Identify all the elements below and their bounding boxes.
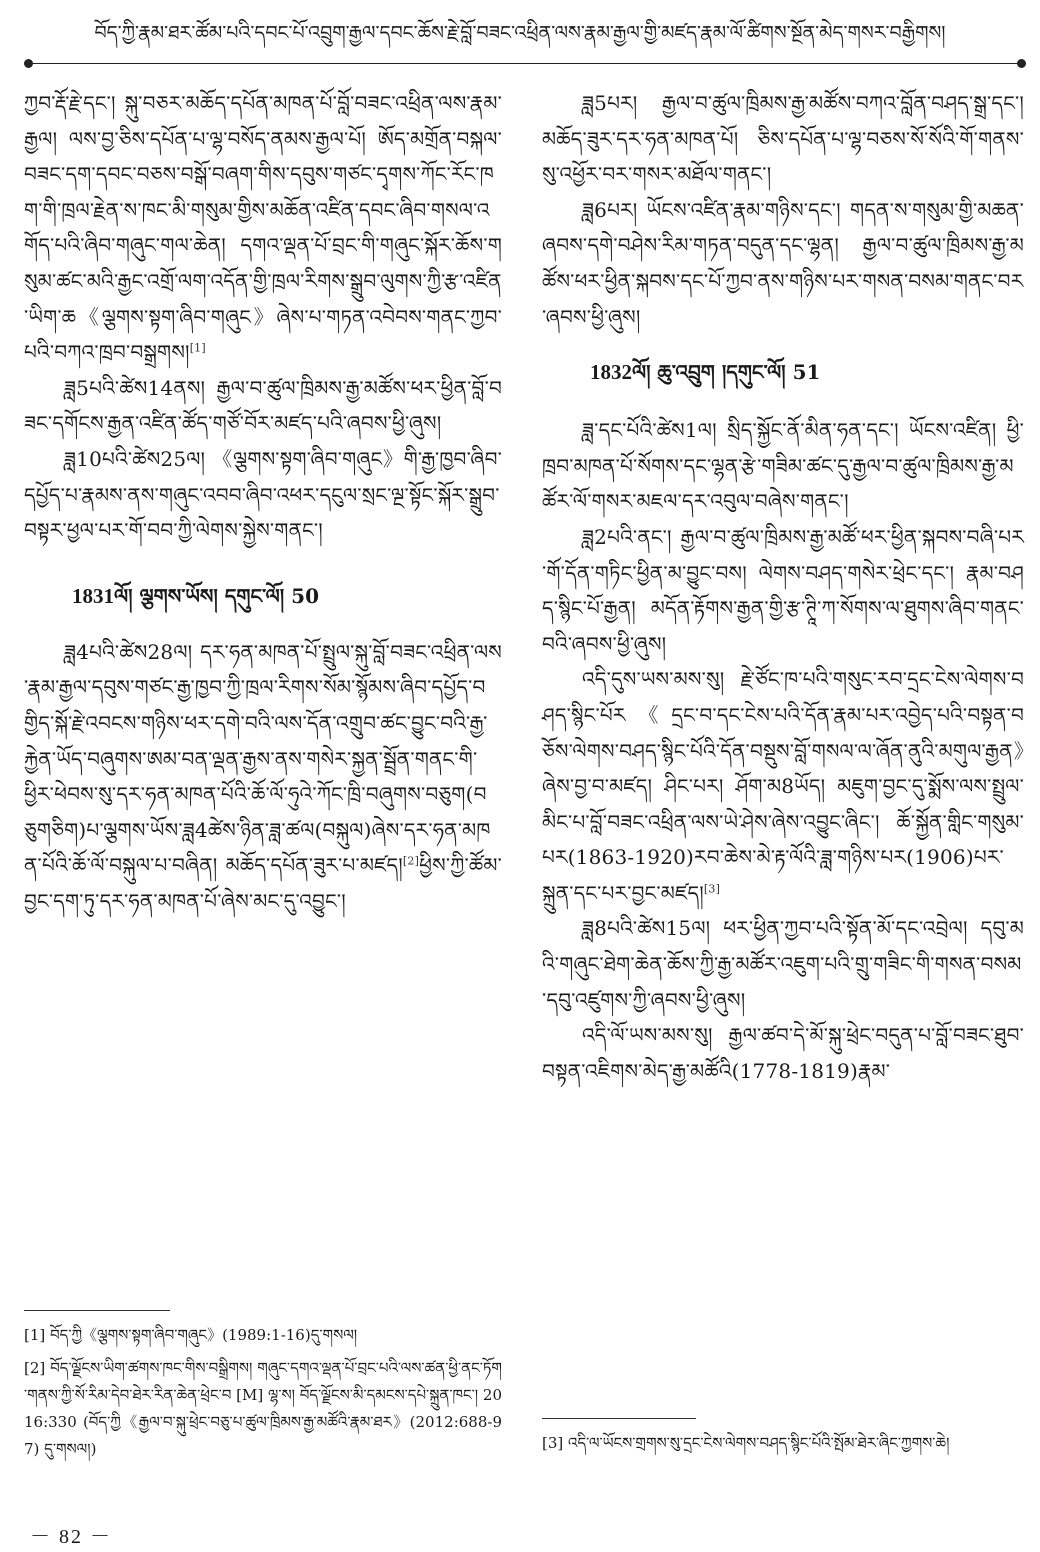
right-paragraph-5 [542, 662, 1024, 911]
footnote-3: [3] འདི་ལ་ཡོངས་གྲགས་སུ་དྲང་ངེས་ལེགས་བཤད་སྙིང་པོའི་སྤོམ་ཐེར་ཞིང་ཀྱགས་ཆེ། [542, 1434, 950, 1452]
year-heading-1832 [590, 357, 1024, 387]
footnote-ref-2[interactable]: [2] [402, 854, 420, 868]
left-paragraph-4-text: ཟླ4པའི་ཚེས28ལ། དར་ཧན་མཁན་པོ་སྤྲུལ་སྐུ་བློ་བཟང་འཕྲིན་ལས་རྣམ་རྒྱལ་དབུས་གཙང་རྒྱ་ཁྱབ་ཀྱི་ཁྲལ་རིགས་སོམ་སྙོམས་ཞིབ་དཔྱོད་བགྱིད་སྐོ་རྗེ་འབངས་གཉིས་ཕར་དགེ་བའི་ལས་དོན་འགྲུབ་ཚང་བྱུང་བའི་རྒྱ་རྐྱེན་ཡོད་བཞུགས་ཨམ་བན་ལྡན་རྒྱས་ནས་གསེར་སྐྱན་སྦྲོན་གནང་གི་ཕྱིར་ཕེབས་སུ་དར་ཧན་མཁན་པོའི་ཆོ་ལོ་ཧུའེ་ཀོང་ཁྲི་བཞུགས་བཅུག(བཅུགཅིག)པ་ལྕགས་ཡོས་ཟླ4ཚེས་ཉིན་ཟླ་ཚལ(བསྐུལ)ཞེས་དར་ཧན་མཁན་པོའི་ཆོ་ལོ་བསྐུལ་པ་བཞིན། མཆོད་དཔོན་ཟུར་པ་མཛད། [24, 639, 502, 878]
left-paragraph-1 [24, 86, 502, 371]
right-column [542, 86, 1024, 1089]
rule-dot-right [1017, 59, 1026, 68]
right-paragraph-7: འདི་ལོ་ཡས་མས་སུ། རྒྱལ་ཚབ་དེ་མོ་སྐུ་ཕྲེང་བདུན་པ་བློ་བཟང་ཐུབ་བསྟན་འཇིགས་མེད་རྒྱ་མཚོའི(1778-1819)རྣམ་ [542, 1023, 1024, 1083]
running-header: བོད་ཀྱི་རྣམ་ཐར་ཚོམ་པའི་དབང་པོ་འབྲུག་རྒྱལ་དབང་ཆོས་རྗེ་བློ་བཟང་འཕྲིན་ལས་རྣམ་རྒྱལ་གྱི་མཛད་རྣམ་ལོ་ཚིགས་སྔོན་མེད་གསར་བརྒྱིགས། [94, 22, 946, 44]
page-number: － 82 － [30, 1526, 112, 1548]
footnote-1: [1] བོད་ཀྱི《ལྕགས་སྟག་ཞིབ་གཞུང》(1989:1-16)དུ་གསལ། [24, 1326, 358, 1344]
heading-year: 1831 [72, 583, 114, 608]
year-heading-1831 [72, 581, 502, 611]
heading-text: ལོ། ཆུ་འབྲུག །དགུང་ལོ། 51 [632, 360, 821, 385]
left-paragraph-2: ཟླ5པའི་ཚེས14ནས། རྒྱལ་བ་ཚུལ་ཁྲིམས་རྒྱ་མཚོས་ཕར་ཕྱིན་བློ་བཟང་དགོངས་རྒྱན་འཛིན་ཚོད་གཙོ་བོར་མཛད་པའི་ཞབས་ཕྱི་ཞུས། [24, 375, 502, 436]
right-paragraph-1: ཟླ5པར། རྒྱལ་བ་ཚུལ་ཁྲིམས་རྒྱ་མཚོས་བཀའ་བློན་བཤད་སྒྲ་དང་། མཆོད་ཟུར་དར་ཧན་མཁན་པོ། ཅིས་དཔོན་པ་ལྷ་བཅས་སོ་སོའི་གོ་གནས་སུ་འཕྱོར་བར་གསར་མཐོལ་གནང་། [542, 91, 1024, 187]
footnote-ref-3[interactable]: [3] [703, 882, 721, 896]
left-paragraph-3: ཟླ10པའི་ཚེས25ལ། 《ལྕགས་སྟག་ཞིབ་གཞུང》གི་རྒྱ་ཁྱབ་ཞིབ་དཔྱོད་པ་རྣམས་ནས་གཞུང་འབབ་ཞིབ་འཕར་དངུལ་སྲང་ལྔ་སྟོང་སྐོར་སྒྲུབ་བསྟར་ཕྱལ་པར་གོ་བབ་ཀྱི་ལེགས་སྐྱེས་གནང་། [24, 446, 502, 543]
heading-text: ལོ། ལྕགས་ཡོས། དགུང་ལོ། 50 [114, 583, 319, 608]
left-column [24, 86, 502, 919]
left-paragraph-4-tail: ཕྱིས་ཀྱི་ཚོམ་བྱང་དག་ཏུ་དར་ཧན་མཁན་པོ་ཞེས་མང་དུ་འབྱུང་། [24, 853, 502, 913]
footnote-rule-right [542, 1418, 696, 1419]
right-paragraph-3: ཟླ་དང་པོའི་ཚེས1ལ། སྲིད་སྐྱོང་ནོ་མིན་ཧན་དང་། ཡོངས་འཛིན། ཕྱི་ཁྲབ་མཁན་པོ་སོགས་དང་ལྷན་རྩེ་གཟིམ་ཚང་དུ་རྒྱལ་བ་ཚུལ་ཁྲིམས་རྒྱ་མཚོར་ལོ་གསར་མཇལ་དར་འབུལ་བཞེས་གནང་། [542, 418, 1024, 514]
rule-dot-left [24, 59, 33, 68]
footnote-rule-left [24, 1310, 170, 1311]
right-paragraph-6: ཟླ8པའི་ཚེས15ལ། ཕར་ཕྱིན་ཀྱབ་པའི་སྟོན་མོ་དང་འབྲེལ། དབུ་མའི་གཞུང་ཐེག་ཆེན་ཆོས་ཀྱི་རྒྱ་མཚོར་འཇུག་པའི་གྲུ་གཟིང་གི་གསན་བསམ་དབུ་འཛུགས་ཀྱི་ཞབས་ཕྱི་ཞུས། [542, 916, 1024, 1012]
right-paragraph-2: ཟླ6པར། ཡོངས་འཛིན་རྣམ་གཉིས་དང་། གདན་ས་གསུམ་གྱི་མཆན་ཞབས་དགེ་བཤེས་རིམ་གཏན་བདུན་དང་ལྷན། རྒྱལ་བ་ཚུལ་ཁྲིམས་རྒྱ་མཚོས་ཕར་ཕྱིན་སྐབས་དང་པོ་ཀྱབ་ནས་གཉིས་པར་གསན་བསམ་གནང་བར་ཞབས་ཕྱི་ཞུས། [542, 197, 1024, 329]
header-rule [28, 63, 1022, 64]
footnote-2: [2] བོད་ལྗོངས་ཡིག་ཚགས་ཁང་གིས་བསྒྲིགས། གཞུང་དགའ་ལྡན་པོ་བྲང་པའི་ལས་ཚན་ཕྱི་ནང་ཏོག་གནས་ཀྱི་སོ་རིམ་དེབ་ཐེར་རིན་ཆེན་ཕྲེང་བ [M] ལྷ་ས། བོད་ལྗོངས་མི་དམངས་དཔེ་སྐྲུན་ཁང་། 2016:330 (བོད་ཀྱི《རྒྱལ་བ་སྐུ་ཕྲེང་བཅུ་པ་ཚུལ་ཁྲིམས་རྒྱ་མཚོའི་རྣམ་ཐར》(2012:688-97) དུ་གསལ།) [24, 1359, 502, 1458]
heading-year: 1832 [590, 360, 632, 385]
footnote-ref-1[interactable]: [1] [189, 341, 206, 355]
right-paragraph-5-text: འདི་དུས་ཡས་མས་སུ། རྗེ་ཙོང་ཁ་པའི་གསུང་རབ་དྲང་ངེས་ལེགས་བཤད་སྙིང་པོར《དྲང་བ་དང་ངེས་པའི་དོན་རྣམ་པར་འབྱེད་པའི་བསྟན་བཅོས་ལེགས་བཤད་སྙིང་པོའི་དོན་བསྡུས་བློ་གསལ་ལ་ཞོན་ནུའི་མགུལ་རྒྱན》ཞེས་བྱ་བ་མཛད། ཤིང་པར། ཤོག་མ8ཡོད། མཇུག་བྱང་དུ་སྨོས་ལས་སྤྲུལ་མིང་པ་བློ་བཟང་འཕྲིན་ལས་ཡེ་ཤེས་ཞེས་འབྱུང་ཞིང་། ཆོ་སྐྱོན་གླིང་གསུམ་པར(1863-1920)རབ་ཆེས་མེ་རྟ་ལོའི་ཟླ་གཉིས་པར(1906)པར་སྐྲུན་དང་པར་བྱང་མཛད། [542, 667, 1024, 905]
right-paragraph-4: ཟླ2པའི་ནང་། རྒྱལ་བ་ཚུལ་ཁྲིམས་རྒྱ་མཚོ་ཕར་ཕྱིན་སྐབས་བཞི་པར་གོ་དོན་གཏིང་ཕྱིན་མ་བྱུང་བས། ལེགས་བཤད་གསེར་ཕྲེང་དང་། རྣམ་བཤད་སྙིང་པོ་རྒྱན། མདོན་རྟོགས་རྒྱན་གྱི་རྩ་ཊཱི་ཀ་སོགས་ལ་ཐུགས་ཞིབ་གནང་བའི་ཞབས་ཕྱི་ཞུས། [542, 524, 1024, 656]
left-paragraph-4 [24, 635, 502, 920]
left-paragraph-1-text: ཀྱབ་རྡོ་རྗེ་དང་། སྐུ་བཅར་མཆོད་དཔོན་མཁན་པོ་བློ་བཟང་འཕྲིན་ལས་རྣམ་རྒྱལ། ལས་བྱ་ཅིས་དཔོན་པ་ལྷ་བསོད་ནམས་རྒྱལ་པོ། ཨོད་མགྲོན་བསྐལ་བཟང་དག་དབང་བཅས་བསྒོ་བཞག་གིས་དབུས་གཙང་དྭགས་ཀོང་རོང་ཁག་གི་ཁྲལ་རྗེན་ས་ཁང་མི་གསུམ་གྱིས་མཆོན་འཛིན་དབང་ཞིབ་གསལ་འགོད་པའི་ཞིབ་གཞུང་གལ་ཆེན། དགའ་ལྡན་པོ་བྲང་གི་གཞུང་སྐོར་ཆོས་གསུམ་ཚང་མའི་རྒྱང་འགྲོ་ལག་འདོན་གྱི་ཁྲལ་རིགས་སྒྲུབ་ལུགས་ཀྱི་རྩ་འཛིན་ཡིག་ཆ《ལྕགས་སྟག་ཞིབ་གཞུང》ཞེས་པ་གཏན་འབེབས་གནང་ཀྱབ་པའི་བཀའ་ཁྲབ་བསྒྲགས། [24, 91, 502, 365]
